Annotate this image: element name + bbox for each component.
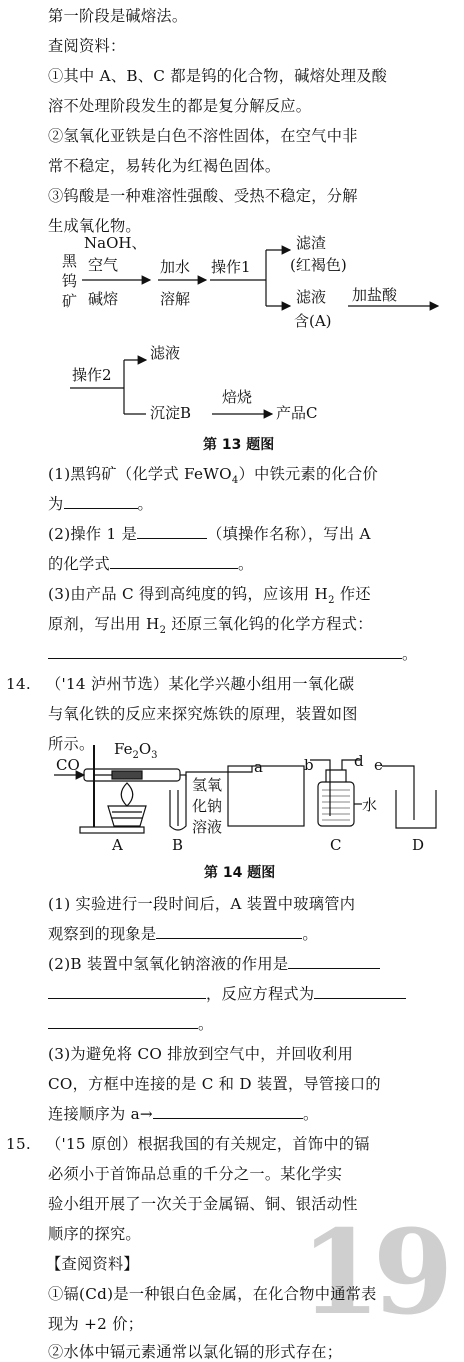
water-pattern	[322, 790, 350, 820]
filtrate-label: 滤液	[296, 288, 327, 306]
q14-part3-line1: (3)为避免将 CO 排放到空气中，并回收利用	[48, 1045, 354, 1063]
q15-head-line1: （'15 原创）根据我国的有关规定，首饰中的镉	[46, 1135, 370, 1153]
note3-line2: 生成氧化物。	[48, 217, 141, 235]
tube-d	[342, 760, 360, 770]
q13-part3-line1: (3)由产品 C 得到高纯度的钨，应该用 $H_2$ 作还	[48, 585, 371, 607]
q14-part2-line3: 。	[48, 1014, 214, 1034]
residue-label: 滤渣	[296, 234, 327, 252]
fe2o3-label: $Fe_2O_3$	[114, 740, 158, 761]
add-water-label: 加水	[160, 258, 191, 276]
roast-label: 焙烧	[222, 388, 253, 406]
port-a-label: a	[254, 758, 263, 776]
q13-part1-line1: (1)黑钨矿（化学式 FeWO$_4$）中铁元素的化合价	[48, 465, 378, 487]
q14-blank-3[interactable]	[48, 984, 206, 999]
q14-blank-2[interactable]	[288, 954, 380, 969]
stage-text: 第一阶段是碱熔法。	[48, 7, 188, 25]
naoh-solution-3: 溶液	[192, 818, 223, 836]
water-label: 水	[362, 796, 378, 814]
port-d-label: d	[354, 752, 364, 770]
q14-part2-line2: ，反应方程式为	[48, 984, 406, 1004]
q14-part2-line1: (2)B 装置中氢氧化钠溶液的作用是	[48, 954, 380, 974]
figure-14-caption: 第 14 题图	[204, 865, 276, 881]
q14-head-line3: 所示。	[48, 735, 95, 753]
add-hcl-label: 加盐酸	[352, 286, 398, 304]
naoh-label: NaOH、	[84, 234, 147, 252]
fe2o3-sample	[112, 771, 142, 779]
bottle-c	[318, 782, 354, 826]
port-b-label: b	[304, 756, 314, 774]
pipe-b-to-box	[186, 766, 252, 780]
figure-13-caption: 第 13 题图	[203, 437, 275, 453]
stand-base	[80, 827, 144, 833]
q15-ref1-line1: ①镉(Cd)是一种银白色金属，在化合物中通常表	[48, 1285, 377, 1303]
op2-label: 操作2	[72, 366, 112, 384]
precipitate-b-label: 沉淀B	[150, 404, 192, 422]
note2-line1: ②氢氧化亚铁是白色不溶性固体，在空气中非	[48, 127, 358, 145]
ore-label-3: 矿	[62, 292, 78, 310]
note1-line2: 溶不处理阶段发生的都是复分解反应。	[48, 97, 312, 115]
q15-head-line4: 顺序的探究。	[48, 1225, 141, 1243]
q15-head-line3: 验小组开展了一次关于金属镉、铜、银活动性	[48, 1195, 358, 1213]
q14-part3-line3: 连接顺序为 a→ 。	[48, 1105, 319, 1123]
ref-title: 查阅资料：	[48, 37, 126, 55]
filtrate2-label: 滤液	[150, 344, 181, 362]
q14-blank-4[interactable]	[314, 984, 406, 999]
q15-number: 15.	[6, 1135, 32, 1153]
q14-part3-line2: CO，方框中连接的是 C 和 D 装置，导管接口的	[48, 1075, 381, 1093]
burner-icon	[108, 806, 146, 826]
naoh-solution-1: 氢氧	[192, 776, 223, 794]
product-c-label: 产品C	[276, 404, 318, 422]
q13-part3-line2: 原剂，写出用 $H_2$ 还原三氧化钨的化学方程式：	[48, 615, 373, 637]
contains-a-label: 含(A)	[294, 312, 332, 330]
air-label: 空气	[88, 256, 119, 274]
q14-part1-line2: 观察到的现象是 。	[48, 925, 318, 943]
ore-label-1: 黑	[62, 252, 78, 270]
ore-label-2: 钨	[62, 272, 78, 290]
q13-part3-line3: 。	[48, 644, 418, 664]
residue-color-label: (红褐色)	[290, 256, 347, 274]
co-label: CO	[56, 756, 80, 774]
q14-part1-line1: (1) 实验进行一段时间后，A 装置中玻璃管内	[48, 895, 356, 913]
apparatus-b-label: B	[172, 836, 184, 854]
q15-ref1-line2: 现为 +2 价；	[48, 1315, 144, 1333]
note2-line2: 常不稳定，易转化为红褐色固体。	[48, 157, 281, 175]
page-number: 19	[300, 1205, 446, 1341]
apparatus-c-label: C	[330, 836, 342, 854]
q14-head-line2: 与氧化铁的反应来探究炼铁的原理，装置如图	[48, 705, 358, 723]
apparatus-d-label: D	[412, 836, 425, 854]
q13-part1-line2: 为 。	[48, 495, 153, 513]
beaker-d	[396, 790, 436, 828]
q13-part2-line1: (2)操作 1 是 （填操作名称），写出 A	[48, 525, 371, 543]
note1-line1: ①其中 A、B、C 都是钨的化合物，碱熔处理及酸	[48, 67, 388, 85]
dissolve-label: 溶解	[160, 290, 191, 308]
q14-blank-6[interactable]	[153, 1104, 303, 1119]
q15-ref2: ②水体中镉元素通常以氯化镉的形式存在；	[48, 1343, 343, 1361]
apparatus-a-label: A	[112, 836, 123, 854]
op1-label: 操作1	[211, 258, 251, 276]
q13-part2-line2: 的化学式 。	[48, 555, 254, 573]
q15-ref-title: 【查阅资料】	[46, 1255, 139, 1273]
note3-line1: ③钨酸是一种难溶性强酸、受热不稳定，分解	[48, 187, 358, 205]
q15-head-line2: 必须小于首饰品总重的千分之一。某化学实	[48, 1165, 343, 1183]
melt-label: 碱熔	[88, 290, 119, 308]
naoh-solution-2: 化钠	[192, 797, 223, 815]
q14-head-line1: （'14 泸州节选）某化学兴趣小组用一氧化碳	[46, 675, 355, 693]
q14-blank-5[interactable]	[48, 1014, 198, 1029]
tube-b	[310, 760, 330, 770]
port-e-label: e	[374, 756, 383, 774]
connection-box	[228, 766, 304, 826]
flame-icon	[121, 783, 132, 806]
tube-e	[382, 766, 414, 820]
q14-blank-1[interactable]	[156, 924, 302, 939]
q14-number: 14.	[6, 675, 32, 693]
